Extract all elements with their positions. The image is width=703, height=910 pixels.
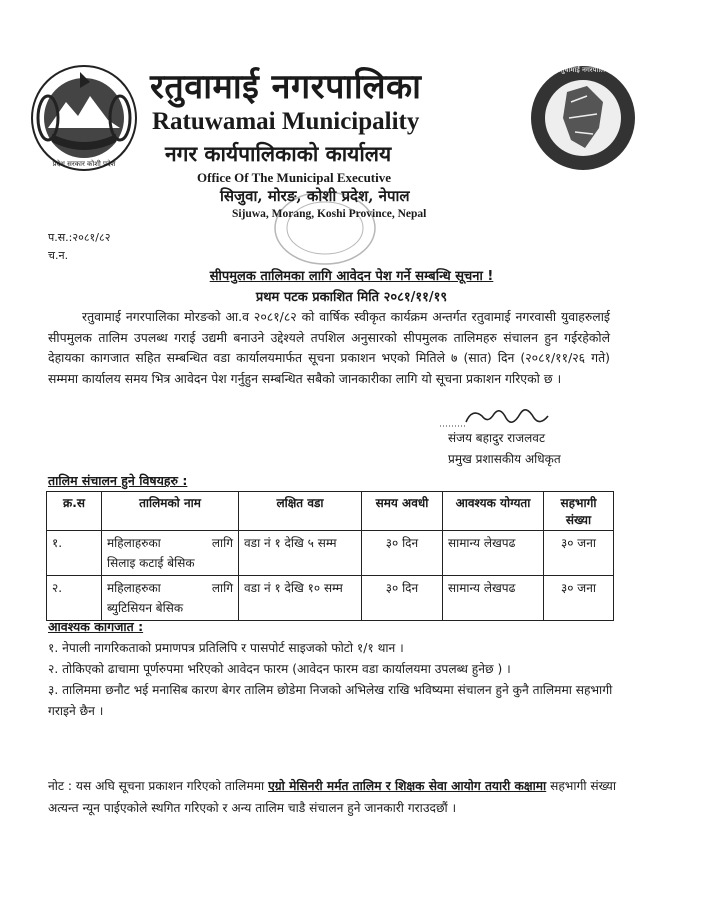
nepal-emblem-logo (28, 62, 140, 174)
document-item-3: ३. तालिममा छनौट भई मनासिब कारण बेगर तालिम छोडेमा निजको अभिलेख राखि भविष्यमा संचालन हुने कुनै तालिममा सहभागी गराइने छैन । (48, 683, 613, 718)
left-logo-caption: प्रदेश सरकार कोशी प्रदेश (52, 160, 116, 168)
table-row (47, 531, 614, 576)
documents-heading: आवश्यक कागजात : (48, 619, 144, 634)
reference-number: प.स.:२०८१/८२ (48, 231, 111, 244)
municipality-seal-logo (527, 62, 639, 174)
note-paragraph (48, 775, 618, 819)
municipality-name-np: रतुवामाई नगरपालिका (150, 67, 422, 107)
address-en: Sijuwa, Morang, Koshi Province, Nepal (232, 208, 427, 220)
notice-body: रतुवामाई नगरपालिका मोरङको आ.व २०८१/८२ को वार्षिक स्वीकृत कार्यक्रम अन्तर्गत रतुवामाई नगरवासी युवाहरुलाई सीपमुलक तालिम उपलब्ध गराई उद्यमी बनाउने उद्देश्यले तपशिल अनुसारको सीपमुलक तालिमहरु संचालन हुन गईरहेकोले देहायका कागजात सहित सम्बन्धित वडा कार्यालयमार्फत सूचना प्रकाशन भएको मितिले ७ (सात) दिन (२०८१/११/२६ गते) सम्ममा कार्यालय समय भित्र आवेदन पेश गर्नुहुन सम्बन्धित सबैको जानकारीका लागि यो सूचना प्रकाशन गरिएको छ । (48, 309, 610, 386)
document-item-2: २. तोकिएको ढाचामा पूर्णरुपमा भरिएको आवेदन फारम (आवेदन फारम वडा कार्यालयमा उपलब्ध हुनेछ ) । (48, 662, 511, 676)
signatory-name: संजय बहादुर राजलवट (448, 431, 545, 445)
row-ward: वडा नं १ देखि १० सम्म (239, 576, 362, 621)
municipality-name-en: Ratuwamai Municipality (152, 108, 420, 135)
document-item-1: १. नेपाली नागरिकताको प्रमाणपत्र प्रतिलिपि र पासपोर्ट साइजको फोटो १/१ थान । (48, 641, 404, 655)
office-name-en: Office Of The Municipal Executive (197, 170, 392, 185)
note-prefix: नोट : यस अघि सूचना प्रकाशन गरिएको तालिममा (48, 779, 269, 793)
col-qualification: आवश्यक योग्यता (443, 492, 544, 531)
table-header-row (47, 492, 614, 531)
table-row (47, 576, 614, 621)
col-training-name: तालिमको नाम (102, 492, 239, 531)
col-duration: समय अवधी (362, 492, 443, 531)
publication-date: प्रथम पटक प्रकाशित मिति २०८१/११/१९ (255, 290, 448, 305)
col-participants: सहभागी संख्या (544, 492, 614, 531)
row-serial: २. (47, 576, 102, 621)
note-suffix: सहभागी संख्या अत्यन्त न्यून पाईएकोले स्थगित गरिएको र अन्य तालिम चाडै संचालन हुने जानकारी गराउदछौं । (48, 779, 616, 815)
training-table-heading: तालिम संचालन हुने विषयहरु : (48, 473, 188, 488)
row-qualification: सामान्य लेखपढ (443, 531, 544, 576)
row-participants: ३० जना (544, 576, 614, 621)
row-qualification: सामान्य लेखपढ (443, 576, 544, 621)
right-logo-caption: रतुवामाई नगरपालिका (557, 66, 613, 74)
col-serial: क्र.स (47, 492, 102, 531)
office-stamp-watermark (270, 188, 380, 268)
row-duration: ३० दिन (362, 576, 443, 621)
office-name-np: नगर कार्यपालिकाको कार्यालय (165, 141, 392, 166)
address-np: सिजुवा, मोरङ, कोशी प्रदेश, नेपाल (220, 187, 410, 205)
col-target-ward: लक्षित वडा (239, 492, 362, 531)
row-participants: ३० जना (544, 531, 614, 576)
row-training-name: महिलाहरुका लागि ब्युटिसियन बेसिक (102, 576, 239, 621)
note-highlight: एग्रो मेसिनरी मर्मत तालिम र शिक्षक सेवा आयोग तयारी कक्षामा (268, 779, 547, 793)
dispatch-number: च.न. (48, 249, 69, 262)
signatory-title: प्रमुख प्रशासकीय अधिकृत (448, 452, 561, 466)
row-ward: वडा नं १ देखि ५ सम्म (239, 531, 362, 576)
training-table (46, 491, 614, 621)
notice-subject: सीपमुलक तालिमका लागि आवेदन पेश गर्ने सम्बन्धि सूचना ! (209, 269, 494, 284)
signature (436, 400, 556, 432)
row-duration: ३० दिन (362, 531, 443, 576)
row-training-name: महिलाहरुका लागि सिलाइ कटाई बेसिक (102, 531, 239, 576)
row-serial: १. (47, 531, 102, 576)
